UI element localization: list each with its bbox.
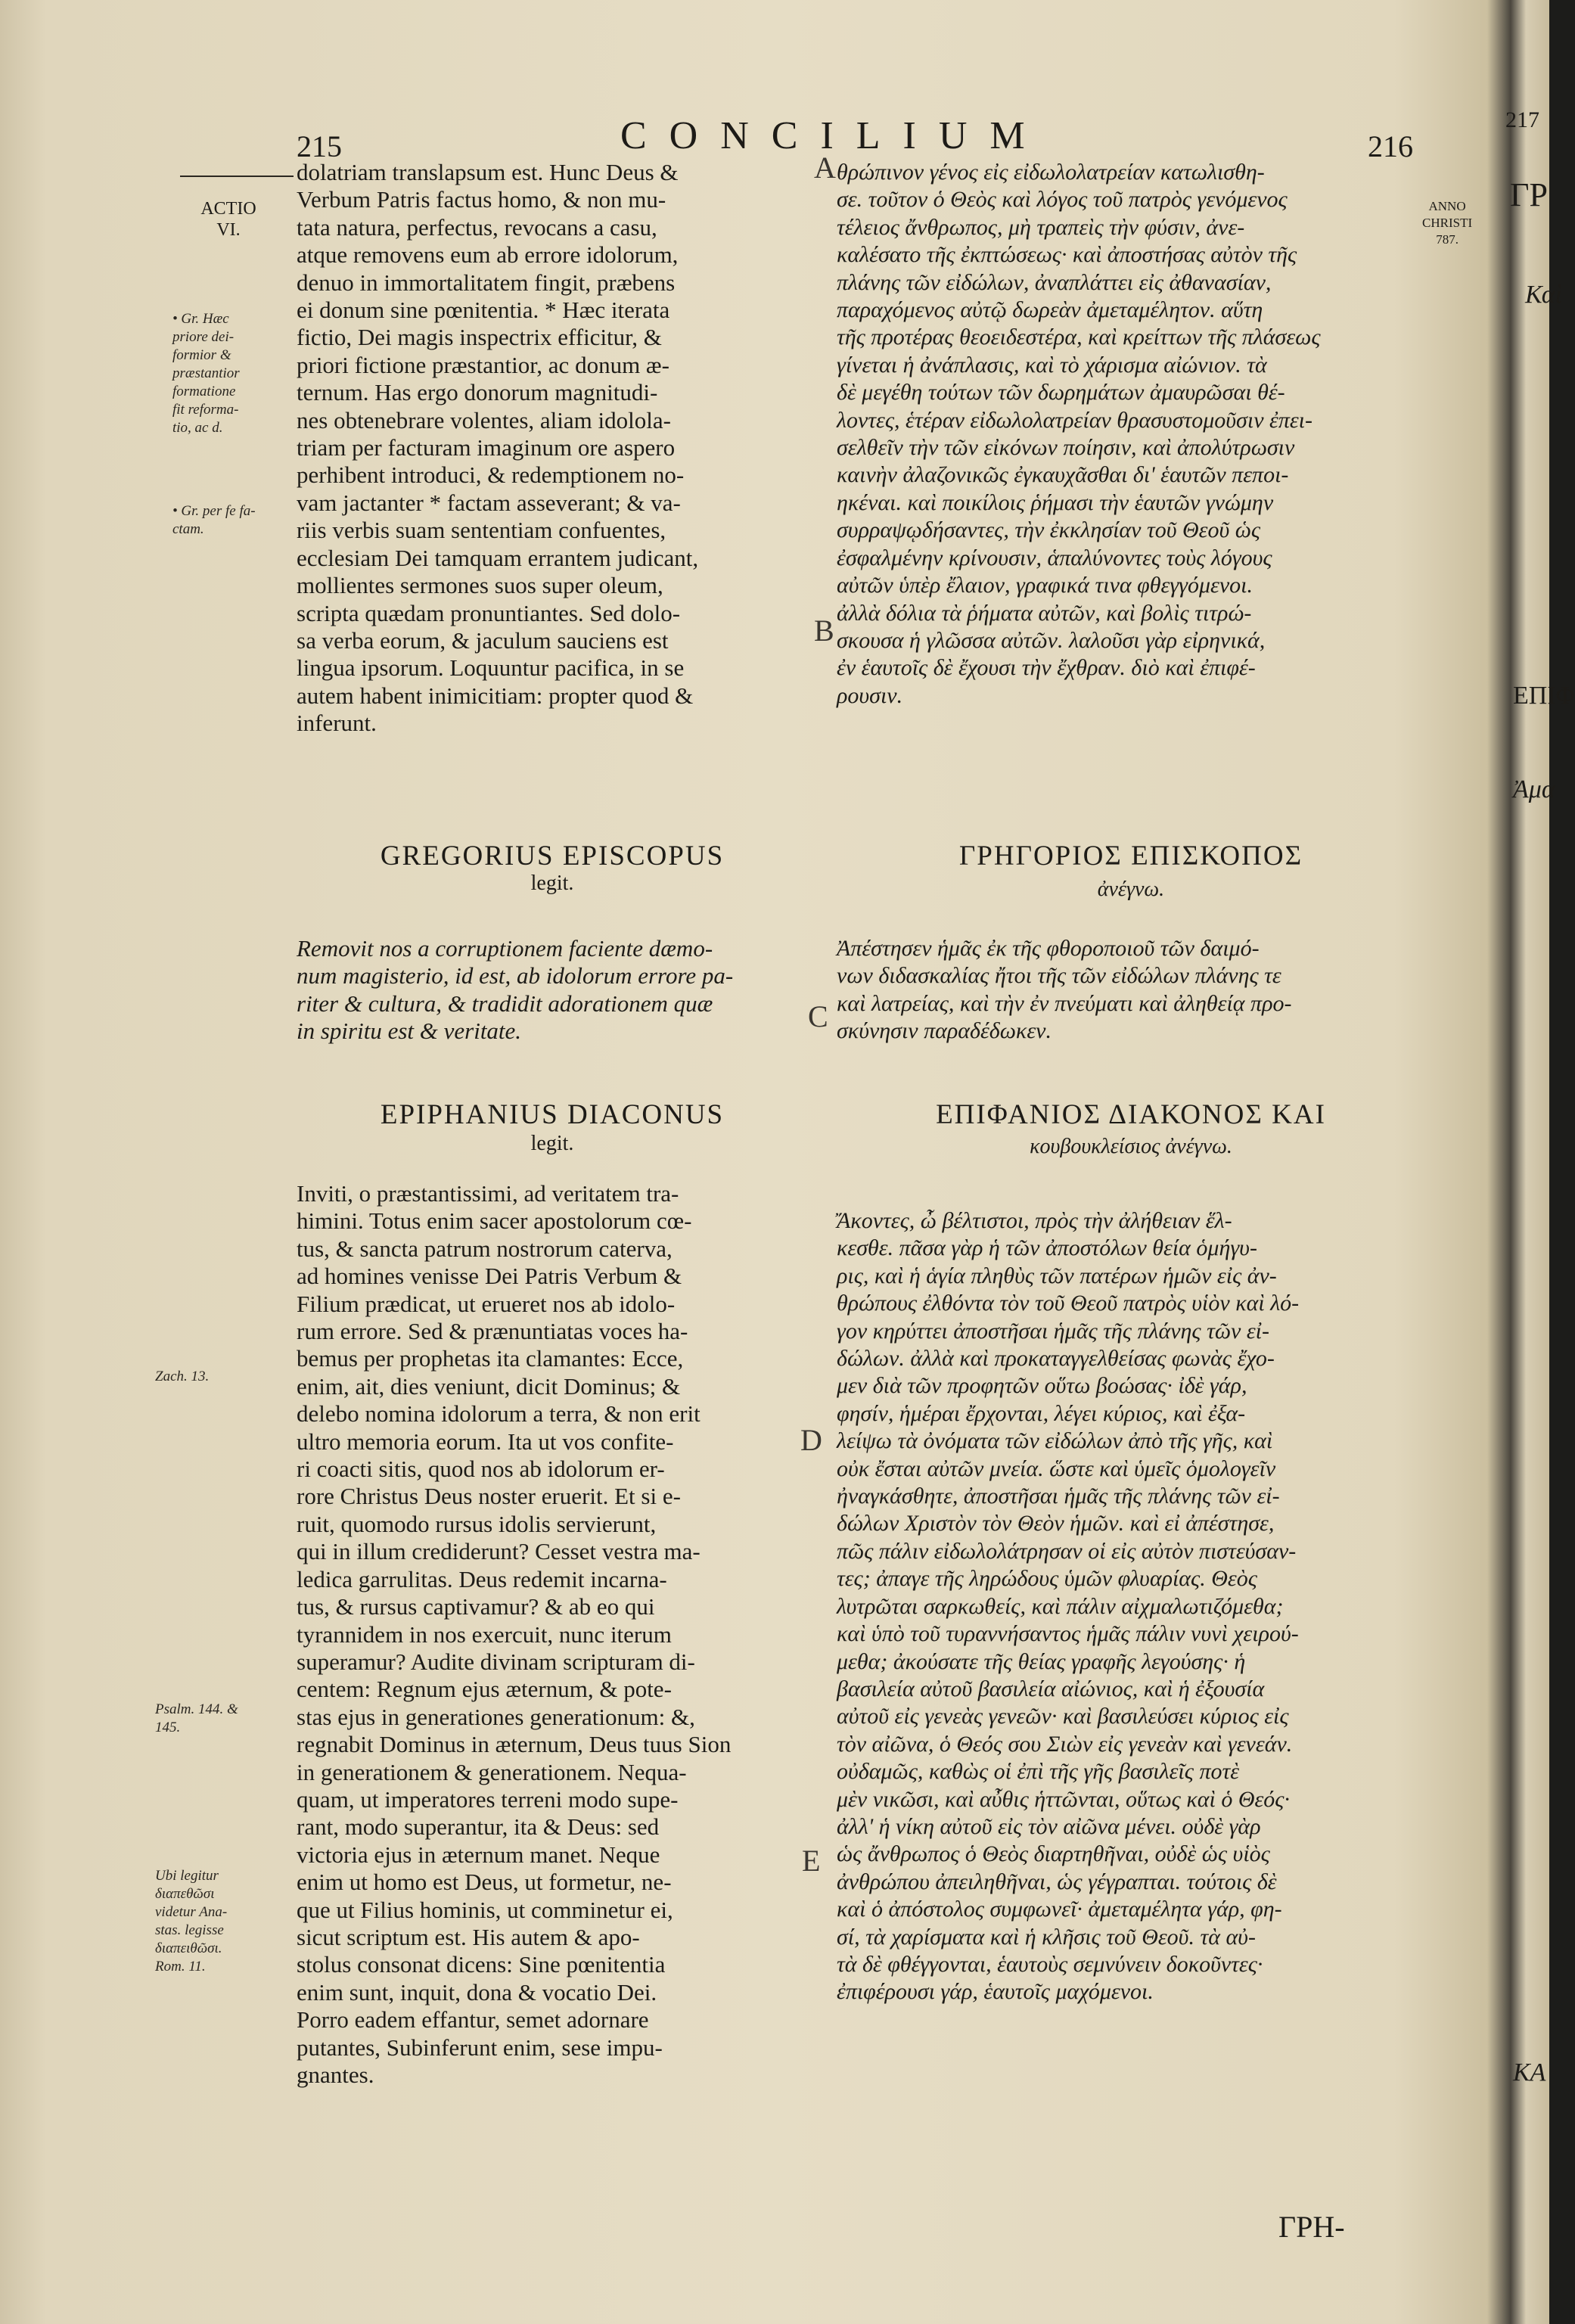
latin-column-block3: Inviti, o præstantissimi, ad veritatem tra- himini. Totus enim sacer apostolorum cœ- tus, & sancta patrum nostrorum caterva, ad homines venisse Dei Patris Verbum & Filium prædicat, ut erueret nos ab idolo- rum errore. Sed & prænuntiatas voces ha- bemus per prophetas ita clamantes: Ecce, enim, ait, dies veniunt, dicit Dominus; & delebo nomina idolorum a terra, & non erit ultro memoria eorum. Ita ut vos confite- ri coacti sitis, quod nos ab idolorum er- rore Christus Deus noster eruerit. Et si e- ruit, quomodo rursus idolis servierunt, qui in illum crediderunt? Cesset vestra ma- ledica garrulitas. Deus redemit incarna- tus, & rursus captivamur? & ab eo qui tyrannidem in nos exercuit, nunc iterum superamur? Audite divinam scripturam di- centem: Regnum ejus æternum, & pote- stas ejus in generationes generationum: &, regnabit Dominus in æternum, Deus tuus Sion in generationem & generationem. Nequa- quam, ut imperatores terreni modo supe- rant, modo superantur, ita & Deus: sed victoria ejus in æternum manet. Neque enim ut homo est Deus, ut formetur, ne- que ut Filius hominis, ut comminetur ei, sicut scriptum est. His autem & apo- stolus consonat dicens: Sine pœnitentia enim sunt, inquit, dona & vocatio Dei. Porro eadem effantur, semet adornare putantes, Subinferunt enim, sese impu- gnantes. [297,1180,732,2088]
greek-heading-gregorius: ΓΡΗΓΟΡΙΟΣ ΕΠΙΣΚΟΠΟΣ [958,840,1303,872]
margin-note-anastasius: Ubi legitur διαπεθῶσι videtur Ana- stas. legisse διαπειθῶσι. Rom. 11. [155,1868,228,1974]
greek-column-block3: Ἄκοντες, ὦ βέλτιστοι, πρὸς τὴν ἀλήθειαν ἕλ- κεσθε. πᾶσα γὰρ ἡ τῶν ἀποστόλων θεία ὁμήγυ- ρις, καὶ ἡ ἁγία πληθὺς τῶν πατέρων ἡμῶν εἰς ἀν- θρώπους ἐλθόντα τὸν τοῦ Θεοῦ πατρὸς υἱὸν καὶ λό- γον κηρύττει ἀποστῆσαι ἡμᾶς τῆς πλάνης τῶν εἰ- δώλων. ἀλλὰ καὶ προκαταγγελθείσας φωνὰς ἔχο- μεν διὰ τῶν προφητῶν οὕτω βοώσας· ἰδὲ γάρ, φησίν, ἡμέραι ἔρχονται, λέγει κύριος, καὶ ἐξα- λείψω τὰ ὀνόματα τῶν εἰδώλων ἀπὸ τῆς γῆς, καὶ οὐκ ἔσται αὐτῶν μνεία. ὥστε καὶ ὑμεῖς ὁμολογεῖν ἠναγκάσθητε, ἀποστῆσαι ἡμᾶς τῆς πλάνης τῶν εἰ- δώλων Χριστὸν τὸν Θεὸν ἡμῶν. καὶ εἰ ἀπέστησε, πῶς πάλιν εἰδωλολάτρησαν οἱ εἰς αὐτὸν πιστεύσαν- τες; ἀπαγε τῆς ληρώδους ὑμῶν φλυαρίας. Θεὸς λυτρῶται σαρκωθείς, καὶ πάλιν αἰχμαλωτιζόμεθα; καὶ ὑπὸ τοῦ τυραννήσαντος ἡμᾶς πάλιν νυνὶ χειρού- μεθα; ἀκούσατε τῆς θείας γραφῆς λεγούσης· ἡ βασιλεία αὐτοῦ βασιλεία αἰώνιος, καὶ ἡ ἐξουσία αὐτοῦ εἰς γενεὰς γενεῶν· καὶ βασιλεύσει κύριος εἰς τὸν αἰῶνα, ὁ Θεός σου Σιὼν εἰς γενεὰν καὶ γενεάν. οὐδαμῶς, καθὼς οἱ ἐπὶ τῆς γῆς βασιλεῖς ποτὲ μὲν νικῶσι, καὶ αὖθις ἡττῶνται, οὕτως καὶ ὁ Θεός· ἀλλ' ἡ νίκη αὐτοῦ εἰς τὸν αἰῶνα μένει. οὐδὲ γὰρ ὡς ἄνθρωπος ὁ Θεὸς διαρτηθῆναι, οὐδὲ ὡς υἱὸς ἀνθρώπου ἀπειληθῆναι, ὡς γέγραπται. τούτοις δὲ καὶ ὁ ἀπόστολος συμφωνεῖ· ἀμεταμέλητα γάρ, φη- σί, τὰ χαρίσματα καὶ ἡ κλῆσις τοῦ Θεοῦ. τὰ αὐ- τὰ δὲ φθέγγονται, ἑαυτοὺς σεμνύνειν δοκοῦντες· ἐπιφέρουσι γάρ, ἑαυτοῖς μαχόμενοι. [837,1208,1300,2005]
next-page-fragment-2: ΕΠΙΦ [1513,682,1575,710]
left-page-number: 215 [297,129,342,163]
greek-column-block1: θρώπινον γένος εἰς εἰδωλολατρείαν κατωλισθη- σε. τοῦτον ὁ Θεὸς καὶ λόγος τοῦ πατρὸς γενόμενος τέλειος ἄνθρωπος, μὴ τραπεὶς τὴν φύσιν, ἀνε- καλέσατο τῆς ἐκπτώσεως· καὶ ἀποστήσας αὐτὸν τῆς πλάνης τῶν εἰδώλων, ἀναπλάττει εἰς ἀθανασίαν, παραχόμενος αὐτῷ δωρεὰν ἀμεταμέλητον. αὕτη τῆς προτέρας θεοειδεστέρα, καὶ κρείττων τῆς πλάσεως γίνεται ἡ ἀνάπλασις, καὶ τὸ χάρισμα αἰώνιον. τὰ δὲ μεγέθη τούτων τῶν δωρημάτων ἀμαυρῶσαι θέ- λοντες, ἑτέραν εἰδωλολατρείαν θρασυστομοῦσιν ἐπει- σελθεῖν τὴν τῶν εἰκόνων ποίησιν, καὶ ἀπολύτρωσιν καινὴν ἀλαζονικῶς ἐγκαυχᾶσθαι δι' ἑαυτῶν πεποι- ηκέναι. καὶ ποικίλοις ῥήμασι τὴν ἑαυτῶν γνώμην συρραψῳδήσαντες, τὴν ἐκκλησίαν τοῦ Θεοῦ ὡς ἐσφαλμένην κρίνουσιν, ἁπαλύνοντες τοὺς λόγους αὐτῶν ὑπὲρ ἔλαιον, γραφικά τινα φθεγγόμενοι. ἀλλὰ δόλια τὰ ῥήματα αὐτῶν, καὶ βολὶς τιτρώ- σκουσα ἡ γλῶσσα αὐτῶν. λαλοῦσι γὰρ εἰρηνικά, ἐν ἑαυτοῖς δὲ ἔχουσι τὴν ἔχθραν. διὸ καὶ ἐπιφέ- ρουσιν. [837,160,1321,708]
far-right-page-number: 217 [1505,107,1539,132]
running-title: CONCILIUM [620,114,1048,157]
greek-column-block2: Ἀπέστησεν ἡμᾶς ἐκ τῆς φθοροποιοῦ τῶν δαιμό- νων διδασκαλίας ἤτοι τῆς τῶν εἰδώλων πλάνης τε καὶ λατρείας, καὶ τὴν ἐν πνεύματι καὶ ἀληθείᾳ προ- σκύνησιν παραδέδωκεν. [837,936,1292,1044]
catchword: ΓΡΗ- [1278,2210,1345,2244]
section-letter-c: C [808,999,828,1033]
section-letter-b: B [814,614,834,648]
latin-column-block1: dolatriam translapsum est. Hunc Deus & Verbum Patris factus homo, & non mu- tata natura, perfectus, revocans a casu, atque removens eum ab errore idolorum, denuo in immortalitatem fingit, præbens ei donum sine pœnitentia. * Hæc iterata fictio, Dei magis inspectrix efficitur, & priori fictione præstantior, ac donum æ- ternum. Has ergo donorum magnitudi- nes obtenebrare volentes, aliam idolola- triam per facturam imaginum ore aspero perhibent introduci, & redemptionem no- vam jactanter * factam asseverant; & va- riis verbis suam sententiam confuentes, ecclesiam Dei tamquam errantem judicant, mollientes sermones suos super oleum, scripta quædam pronuntiantes. Sed dolo- sa verba eorum, & jaculum sauciens est lingua ipsorum. Loquuntur pacifica, in se autem habent inimicitiam: propter quod & inferunt. [297,159,699,737]
greek-sub-anegno-gregorius: ἀνέγνω. [1097,878,1165,901]
actio-rule [180,176,294,177]
greek-sub-anegno-epiphanius: κουβουκλείσιος ἀνέγνω. [1030,1135,1232,1158]
section-letter-a: A [814,151,836,185]
anno-label: ANNO [1428,199,1466,213]
right-page-number: 216 [1368,129,1413,163]
actio-note [191,198,266,241]
latin-column-block2: Removit nos a corruptionem faciente dæmo- num magisterio, id est, ab idolorum errore pa- riter & cultura, & tradidit adorationem quæ in spiritu est & veritate. [297,935,734,1045]
section-letter-e: E [802,1844,821,1878]
next-page-fragment-3: Ἀμα [1513,775,1555,803]
actio-label: ACTIO [200,199,256,219]
section-letter-d: D [800,1423,822,1457]
margin-note-psalm: Psalm. 144. & 145. [155,1701,238,1735]
next-page-fragment-1: Καὶ [1525,281,1562,309]
margin-note-reformatio: • Gr. Hæc priore dei- formior & præstantior formatione fit reforma- tio, ac d. [172,311,240,436]
next-page-fragment-4: ΚΑ [1513,2058,1546,2086]
actio-number: VI. [216,220,241,240]
latin-sub-legit-gregorius: legit. [530,872,574,895]
anno-christi-box [1422,198,1472,248]
greek-heading-epiphanius: ΕΠΙΦΑΝΙΟΣ ΔΙΑΚΟΝΟΣ ΚΑΙ [936,1099,1326,1130]
latin-heading-gregorius: GREGORIUS EPISCOPUS [380,840,725,872]
latin-sub-legit-epiphanius: legit. [530,1132,574,1155]
margin-note-factam: • Gr. per fe fa- ctam. [172,503,256,537]
year-label: 787. [1436,232,1459,247]
christi-label: CHRISTI [1422,216,1473,230]
margin-note-zacharias: Zach. 13. [155,1369,210,1384]
latin-heading-epiphanius: EPIPHANIUS DIACONUS [380,1099,725,1130]
next-page-fragment-gr: ΓΡ [1510,176,1548,213]
